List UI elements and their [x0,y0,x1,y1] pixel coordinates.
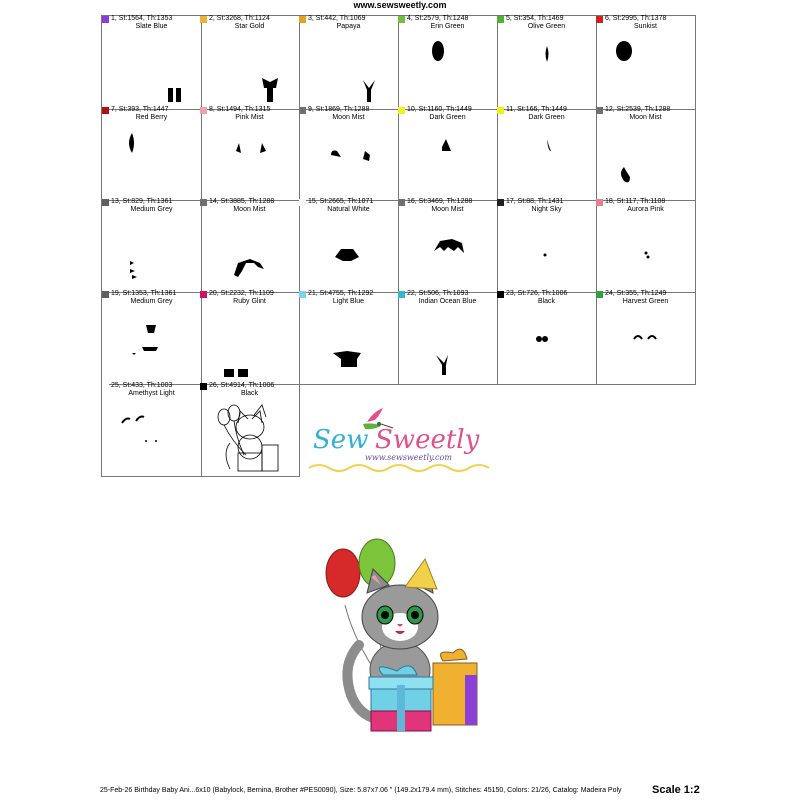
block-stats: 13, St:829, Th:1361 [111,198,173,205]
block-color-name: Moon Mist [629,114,662,121]
color-swatch [497,107,504,114]
color-block-21 [299,291,399,385]
block-stats: 2, St:3268, Th:1124 [209,15,270,22]
color-block-10 [398,107,498,201]
block-stats: 4, St:2579, Th:1248 [407,15,469,22]
sew-sweetly-logo [305,400,505,480]
block-stats: 22, St:506, Th:1093 [407,290,469,297]
color-swatch [200,383,207,390]
color-block-1 [101,15,202,110]
block-stats: 15, St:2665, Th:1071 [308,198,374,205]
color-block-2 [200,15,300,110]
color-swatch [497,199,504,206]
red-balloon [326,549,360,597]
block-stats: 21, St:4755, Th:1292 [308,290,374,297]
color-block-6 [596,15,696,110]
color-block-25 [101,383,202,477]
block-color-name: Natural White [327,206,370,213]
block-color-name: Red Berry [135,114,168,121]
design-preview [325,535,485,740]
block-color-name: Slate Blue [135,23,168,30]
color-swatch [102,383,109,390]
color-swatch [596,291,603,298]
block-stats: 1, St:1564, Th:1353 [111,15,173,22]
block-stats: 6, St:2995, Th:1378 [605,15,667,22]
block-stats: 10, St:1160, Th:1449 [407,106,472,113]
block-stats: 7, St:393, Th:1447 [111,106,169,113]
block-stats: 17, St:88, Th:1431 [506,198,564,205]
block-stats: 25, St:433, Th:1003 [111,382,173,389]
color-swatch [398,291,405,298]
block-stats: 8, St:1494, Th:1315 [209,106,271,113]
scale-label: Scale 1:2 [652,784,700,796]
color-swatch [398,199,405,206]
color-block-16 [398,199,498,293]
color-swatch [102,199,109,206]
block-color-name: Black [537,298,556,305]
svg-text:Sew: Sew [313,425,369,455]
block-stats: 11, St:166, Th:1449 [506,106,567,113]
party-hat [405,559,437,589]
color-swatch [497,16,504,23]
block-stats: 12, St:2539, Th:1288 [605,106,671,113]
color-block-22 [398,291,498,385]
color-swatch [299,107,306,114]
block-color-name: Harvest Green [622,298,669,305]
color-block-8 [200,107,300,201]
block-stats: 26, St:4914, Th:1006 [209,382,275,389]
block-color-name: Pink Mist [235,114,264,121]
color-block-4 [398,15,498,110]
color-swatch [596,107,603,114]
color-block-5 [497,15,597,110]
block-stats: 18, St:117, Th:1108 [605,198,666,205]
color-block-12 [596,107,696,201]
color-block-18 [596,199,696,293]
block-stats: 19, St:1353, Th:1361 [111,290,177,297]
block-color-name: Night Sky [531,206,562,213]
color-swatch [398,16,405,23]
color-swatch [299,16,306,23]
block-color-name: Olive Green [527,23,566,30]
color-block-15 [299,199,399,293]
block-color-name: Indian Ocean Blue [418,298,477,305]
color-block-7 [101,107,202,201]
block-color-name: Moon Mist [233,206,266,213]
block-stats: 3, St:442, Th:1069 [308,15,366,22]
color-block-17 [497,199,597,293]
block-color-name: Black [240,390,259,397]
color-block-14 [200,199,300,293]
block-stats: 23, St:726, Th:1006 [506,290,568,297]
block-stats: 9, St:1869, Th:1288 [308,106,370,113]
block-color-name: Medium Grey [130,298,173,305]
block-color-name: Moon Mist [332,114,365,121]
block-color-name: Ruby Glint [233,298,266,305]
header-url: www.sewsweetly.com [353,0,447,10]
color-swatch [497,291,504,298]
block-color-name: Papaya [336,23,361,30]
block-stats: 16, St:3469, Th:1288 [407,198,473,205]
color-block-9 [299,107,399,201]
logo-url: www.sewsweetly.com [365,453,452,462]
color-swatch [200,107,207,114]
color-swatch [398,107,405,114]
color-block-26 [200,383,300,477]
color-swatch [200,16,207,23]
block-stats: 5, St:354, Th:1469 [506,15,564,22]
block-color-name: Dark Green [528,114,565,121]
color-block-19 [101,291,202,385]
color-block-3 [299,15,399,110]
block-color-name: Medium Grey [130,206,173,213]
color-swatch [299,291,306,298]
block-color-name: Star Gold [234,23,265,30]
block-color-name: Light Blue [332,298,365,305]
block-stats: 24, St:355, Th:1249 [605,290,667,297]
color-swatch [200,199,207,206]
color-block-13 [101,199,202,293]
color-swatch [102,291,109,298]
block-color-name: Aurora Pink [627,206,664,213]
color-swatch [102,107,109,114]
color-block-11 [497,107,597,201]
block-stats: 20, St:2232, Th:1109 [209,290,274,297]
color-swatch [200,291,207,298]
block-color-name: Amethyst Light [128,390,175,397]
block-color-name: Sunkist [634,23,657,30]
color-block-20 [200,291,300,385]
color-block-24 [596,291,696,385]
svg-text:Sweetly: Sweetly [375,425,480,455]
color-swatch [299,199,306,206]
color-swatch [102,16,109,23]
block-color-name: Erin Green [430,23,465,30]
block-color-name: Dark Green [429,114,466,121]
block-stats: 14, St:3885, Th:1288 [209,198,275,205]
color-swatch [596,16,603,23]
color-swatch [596,199,603,206]
block-color-name: Moon Mist [431,206,464,213]
footer-info: 25-Feb-26 Birthday Baby Ani...6x10 (Babylock, Bernina, Brother #PES0090), Size: 5.87x7.06 " (149.2x179.4 mm), Stitches: 45150, Colors: 21/26, Catalog: Madeira Poly [100,787,622,794]
color-block-23 [497,291,597,385]
